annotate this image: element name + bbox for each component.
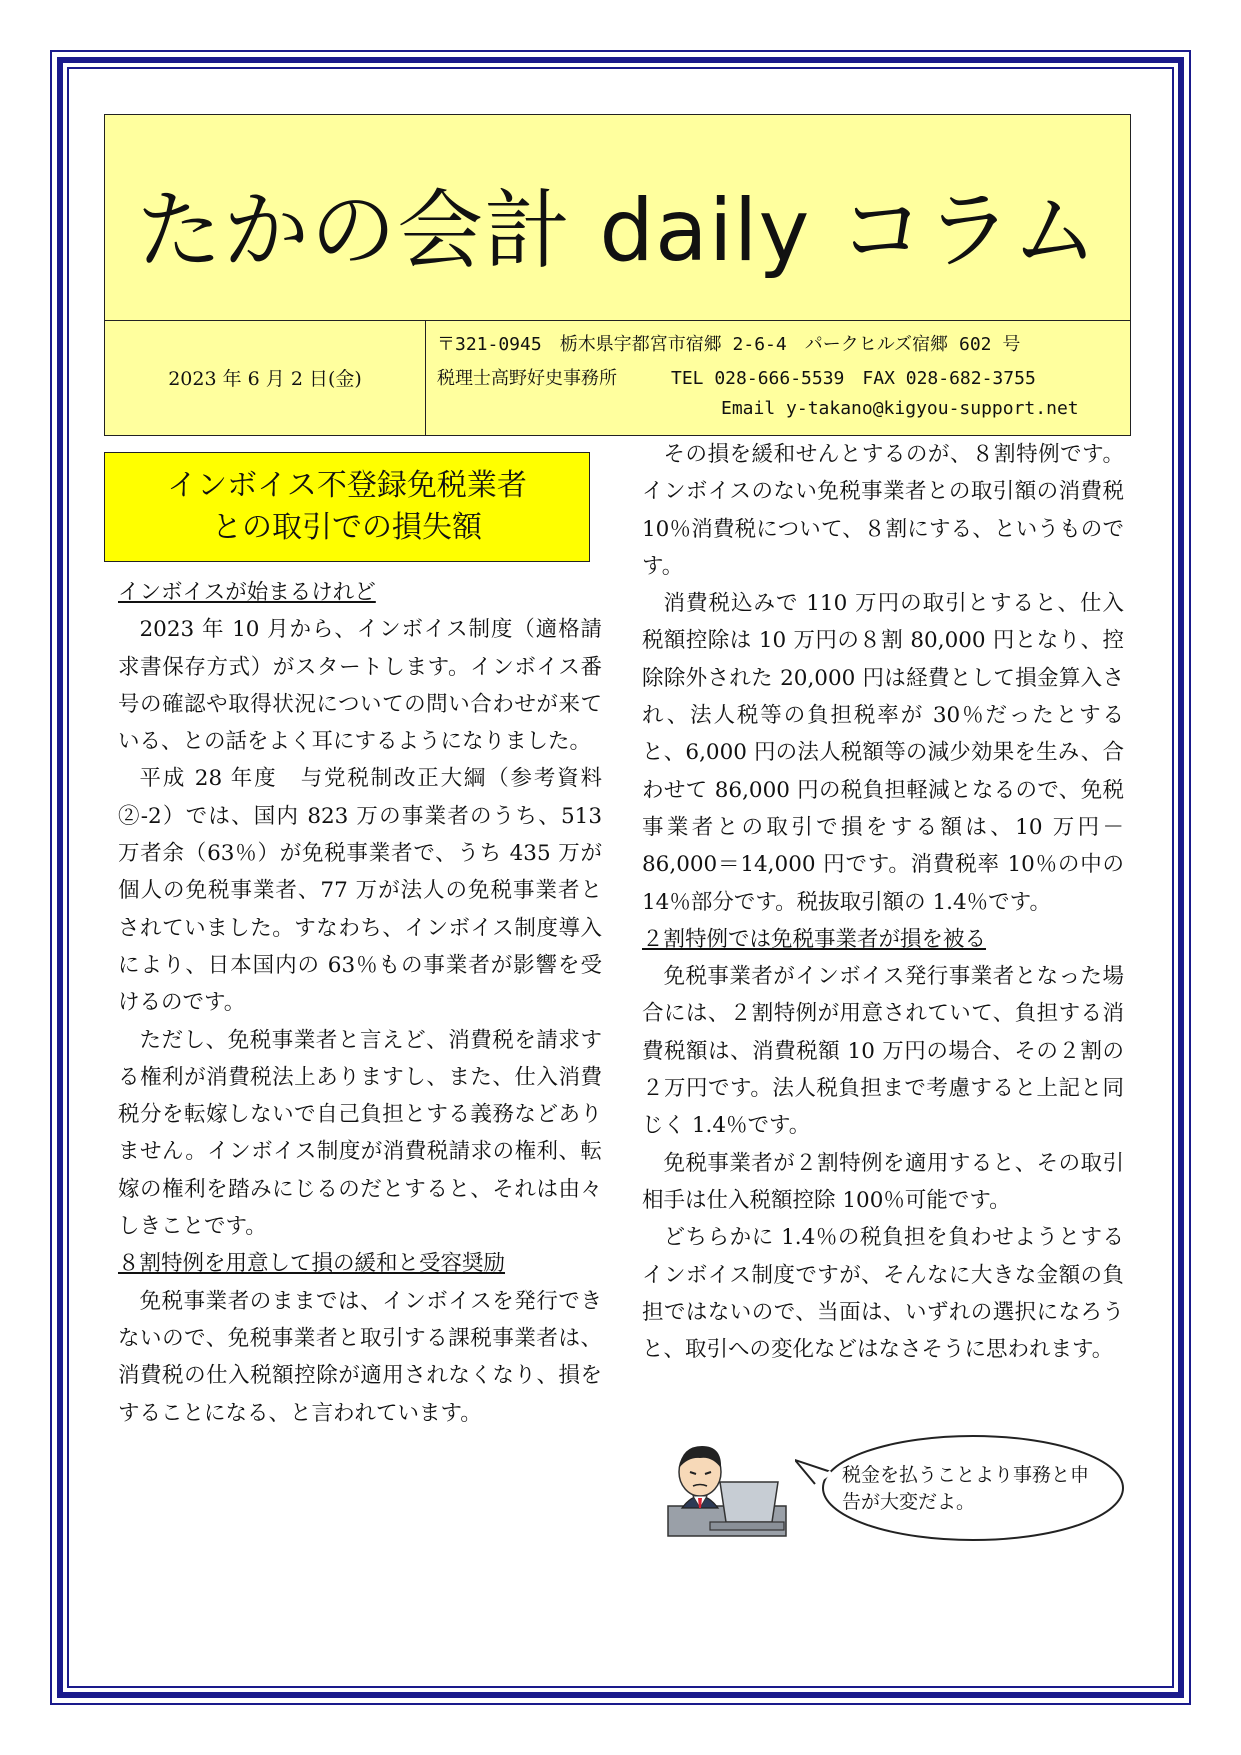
- right-column: [642, 436, 1124, 1368]
- paragraph: 消費税込みで 110 万円の取引とすると、仕入税額控除は 10 万円の８割 80,000 円となり、控除除外された 20,000 円は経費として損金算入され、法人税等の負担税率が 30％だったとすると、6,000 円の法人税額等の減少効果を生み、合わせて 86,000 円の税負担軽減となるので、免税事業者との取引で損をする額は、10 万円－86,000＝14,000 円です。消費税率 10％の中の 14％部分です。税抜取引額の 1.4％です。: [642, 591, 1124, 915]
- office-tel-fax: 税理士高野好史事務所 TEL 028-666-5539 FAX 028-682-3755: [437, 368, 1036, 389]
- issue-date: 2023 年 6 月 2 日(金): [105, 320, 426, 435]
- paragraph: 2023 年 10 月から、インボイス制度（適格請求書保存方式）がスタートします。インボイス番号の確認や取得状況についての問い合わせが来ている、との話をよく耳にするようになりました。: [118, 617, 602, 755]
- office-email: Email y-takano@kigyou-support.net: [721, 398, 1079, 419]
- office-address: 〒321-0945 栃木県宇都宮市宿郷 2-6-4 パークヒルズ宿郷 602 号: [437, 334, 1021, 355]
- section-heading: インボイスが始まるけれど: [118, 580, 376, 605]
- speech-bubble-text: 税金を払うことより事務と申告が大変だよ。: [842, 1464, 1090, 1513]
- masthead: [104, 114, 1131, 436]
- headline-line-1: インボイス不登録免税業者: [167, 468, 527, 503]
- paragraph: ただし、免税事業者と言えど、消費税を請求する権利が消費税法上ありますし、また、仕入消費税分を転嫁しないで自己負担とする義務などありません。インボイス制度が消費税請求の権利、転嫁の権利を踏みにじるのだとすると、それは由々しきことです。: [118, 1027, 602, 1240]
- section-heading: ８割特例を用意して損の緩和と受容奨励: [118, 1251, 506, 1277]
- paragraph: 免税事業者のままでは、インボイスを発行できないので、免税事業者と取引する課税事業者は、消費税の仕入税額控除が適用されなくなり、損をすることになる、と言われています。: [118, 1288, 602, 1426]
- section-heading: ２割特例では免税事業者が損を被る: [642, 926, 987, 952]
- office-worker-at-laptop-icon: [660, 1438, 790, 1548]
- paragraph: 免税事業者がインボイス発行事業者となった場合には、２割特例が用意されていて、負担する消費税額は、消費税額 10 万円の場合、その２割の２万円です。法人税負担まで考慮すると上記と同じく 1.4％です。: [642, 964, 1124, 1139]
- paragraph: 平成 28 年度 与党税制改正大綱（参考資料②-2）では、国内 823 万の事業者のうち、513 万者余（63％）が免税事業者で、うち 435 万が個人の免税事業者、77 万が法人の免税事業者とされていました。すなわち、インボイス制度導入により、日本国内の 63％もの事業者が影響を受けるのです。: [118, 766, 603, 1016]
- paragraph: その損を緩和せんとするのが、８割特例です。インボイスのない免税事業者との取引額の消費税 10％消費税について、８割にする、というものです。: [642, 442, 1124, 579]
- title-area: [105, 115, 1130, 321]
- newsletter-title: たかの会計 daily コラム: [136, 180, 1099, 281]
- paragraph: どちらかに 1.4％の税負担を負わせようとするインボイス制度ですが、そんなに大きな金額の負担ではないので、当面は、いずれの選択になろうと、取引への変化などはなさそうに思われます。: [642, 1225, 1124, 1363]
- left-column: [118, 574, 602, 1432]
- article-headline: [104, 452, 590, 562]
- contact-info: [425, 320, 1130, 435]
- headline-line-2: との取引での損失額: [212, 510, 482, 545]
- paragraph: 免税事業者が２割特例を適用すると、その取引相手は仕入税額控除 100％可能です。: [642, 1150, 1124, 1213]
